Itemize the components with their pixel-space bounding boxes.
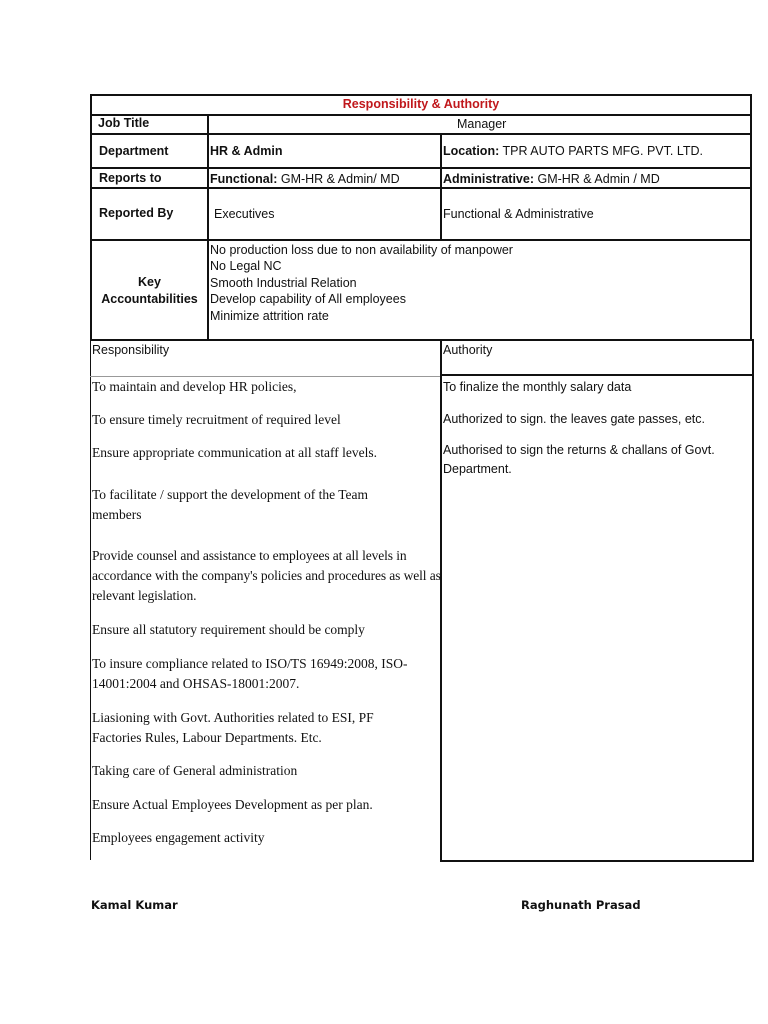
location-value: TPR AUTO PARTS MFG. PVT. LTD. (502, 144, 703, 158)
list-item: Develop capability of All employees (210, 292, 406, 307)
administrative-field (443, 172, 660, 186)
responsibility-item: Taking care of General administration (92, 763, 298, 778)
authority-item: Authorized to sign. the leaves gate passes, etc. (443, 412, 705, 426)
table-line (440, 133, 442, 239)
table-border-top (90, 94, 752, 96)
reported-by-type: Functional & Administrative (443, 207, 594, 221)
functional-value: GM-HR & Admin/ MD (280, 172, 400, 186)
authority-header: Authority (443, 343, 493, 357)
reported-by-label: Reported By (99, 206, 174, 220)
responsibility-item: Provide counsel and assistance to employees at all levels in accordance with the company's policies and procedures as well as relevant legislation. (92, 548, 441, 603)
responsibility-item: To insure compliance related to ISO/TS 16949:2008, ISO-14001:2004 and OHSAS-18001:2007. (92, 656, 408, 691)
signature-left: Kamal Kumar (91, 898, 178, 912)
administrative-label: Administrative: (443, 172, 534, 186)
table-line (90, 133, 752, 135)
signature-right: Raghunath Prasad (521, 898, 641, 912)
section-line (440, 860, 754, 862)
reports-to-label: Reports to (99, 171, 162, 185)
authority-item: To finalize the monthly salary data (443, 380, 632, 394)
key-label-line1: Key (138, 275, 161, 289)
responsibility-item: Liasioning with Govt. Authorities related to ESI, PF Factories Rules, Labour Departments. Etc. (92, 710, 374, 745)
table-line (90, 239, 752, 241)
responsibility-item: Employees engagement activity (92, 830, 265, 845)
table-line (90, 114, 752, 116)
functional-label: Functional: (210, 172, 278, 186)
key-label-line2: Accountabilities (101, 292, 198, 306)
reported-by-value: Executives (214, 207, 275, 221)
administrative-value: GM-HR & Admin / MD (537, 172, 660, 186)
responsibility-item: To ensure timely recruitment of required level (92, 412, 341, 427)
department-label: Department (99, 144, 169, 158)
section-line (90, 339, 91, 860)
responsibility-item: Ensure Actual Employees Development as per plan. (92, 797, 373, 812)
table-line (207, 114, 209, 341)
responsibility-item: Ensure appropriate communication at all staff levels. (92, 445, 378, 460)
list-item: Smooth Industrial Relation (210, 275, 357, 290)
location-field (443, 144, 703, 158)
key-accountabilities-list (210, 242, 513, 324)
section-line (440, 374, 754, 376)
key-accountabilities-label (92, 274, 207, 308)
table-line (90, 339, 752, 341)
table-border-right (750, 94, 752, 341)
responsibility-item: To maintain and develop HR policies, (92, 379, 297, 394)
list-item: No Legal NC (210, 259, 282, 274)
job-title-value: Manager (457, 117, 507, 131)
table-title: Responsibility & Authority (342, 97, 500, 111)
responsibility-item: To facilitate / support the development of the Team members (92, 487, 369, 522)
authority-item: Authorised to sign the returns & challans of Govt. Department. (443, 443, 715, 476)
section-line (752, 339, 754, 862)
list-item: No production loss due to non availability of manpower (210, 243, 513, 257)
table-line (90, 187, 752, 189)
job-title-label: Job Title (98, 116, 150, 130)
responsibility-header: Responsibility (92, 343, 170, 357)
list-item: Minimize attrition rate (210, 308, 329, 323)
department-value: HR & Admin (210, 144, 283, 158)
functional-field (210, 172, 400, 186)
table-line (90, 167, 752, 169)
responsibility-item: Ensure all statutory requirement should be comply (92, 622, 365, 637)
location-label: Location: (443, 144, 500, 158)
